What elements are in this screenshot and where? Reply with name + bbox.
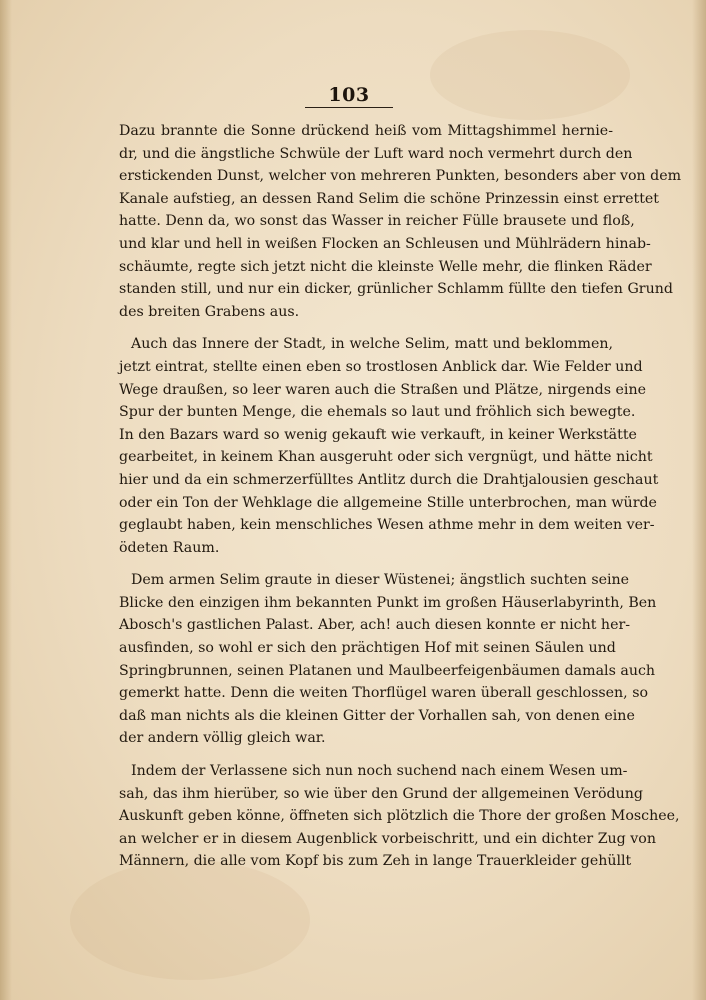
text-line: Männern, die alle vom Kopf bis zum Zeh in lange Trauerkleider gehüllt [119, 853, 632, 870]
text-line: Blicke den einzigen ihm bekannten Punkt im großen Häuserlabyrinth, Ben [119, 594, 657, 611]
text-line: hatte. Denn da, wo sonst das Wasser in reicher Fülle brausete und floß, [119, 213, 635, 230]
text-line: erstickenden Dunst, welcher von mehreren Punkten, besonders aber von dem [119, 168, 682, 185]
text-line: ausfinden, so wohl er sich den prächtigen Hof mit seinen Säulen und [119, 640, 616, 657]
page-number: 103 [328, 84, 370, 106]
text-line: Auch das Innere der Stadt, in welche Selim, matt und beklommen, [131, 336, 613, 353]
paragraph [119, 120, 682, 323]
text-line: Wege draußen, so leer waren auch die Straßen und Plätze, nirgends eine [119, 381, 646, 398]
paper-stain [430, 30, 630, 120]
paragraph-gap [119, 750, 613, 760]
text-line: daß man nichts als die kleinen Gitter der Vorhallen sah, von denen eine [119, 707, 635, 724]
text-line: Auskunft geben könne, öffneten sich plötzlich die Thore der großen Moschee, [119, 808, 680, 825]
text-line: jetzt eintrat, stellte einen eben so trostlosen Anblick dar. Wie Felder und [119, 358, 643, 375]
paragraph [119, 569, 657, 750]
paper-stain [70, 860, 310, 980]
text-line: oder ein Ton der Wehklage die allgemeine Stille unterbrochen, man würde [119, 494, 657, 511]
text-line: Dazu brannte die Sonne drückend heiß vom Mittagshimmel hernie- [119, 123, 613, 139]
text-line: gemerkt hatte. Denn die weiten Thorflügel waren überall geschlossen, so [119, 685, 649, 702]
text-line: an welcher er in diesem Augenblick vorbeischritt, und ein dichter Zug von [119, 830, 656, 847]
text-line: geglaubt haben, kein menschliches Wesen athme mehr in dem weiten ver- [119, 517, 655, 534]
text-line: Abosch's gastlichen Palast. Aber, ach! auch diesen konnte er nicht her- [119, 617, 631, 634]
text-line: der andern völlig gleich war. [119, 730, 326, 747]
text-line: des breiten Grabens aus. [119, 303, 300, 320]
text-line: Spur der bunten Menge, die ehemals so laut und fröhlich sich bewegte. [119, 404, 636, 421]
body-text [119, 120, 682, 873]
header-rule [305, 107, 393, 108]
text-line: Springbrunnen, seinen Platanen und Maulbeerfeigenbäumen damals auch [119, 662, 656, 679]
paragraph-gap [119, 559, 613, 569]
text-line: dr, und die ängstliche Schwüle der Luft ward noch vermehrt durch den [119, 145, 633, 162]
text-line: sah, das ihm hierüber, so wie über den Grund der allgemeinen Verödung [119, 785, 643, 802]
page-edge-left [0, 0, 12, 1000]
text-line: Indem der Verlassene sich nun noch suchend nach einem Wesen um- [131, 763, 628, 780]
page-edge-right [692, 0, 706, 1000]
paragraph [119, 760, 680, 873]
text-line: gearbeitet, in keinem Khan ausgeruht oder sich vergnügt, und hätte nicht [119, 449, 653, 466]
paragraph [119, 333, 659, 559]
text-line: Kanale aufstieg, an dessen Rand Selim die schöne Prinzessin einst errettet [119, 190, 660, 207]
paragraph-gap [119, 323, 613, 333]
text-line: Dem armen Selim graute in dieser Wüstenei; ängstlich suchten seine [131, 572, 630, 589]
text-line: hier und da ein schmerzerfülltes Antlitz durch die Drahtjalousien geschaut [119, 471, 659, 488]
text-line: In den Bazars ward so wenig gekauft wie verkauft, in keiner Werkstätte [119, 426, 637, 443]
text-line: und klar und hell in weißen Flocken an Schleusen und Mühlrädern hinab- [119, 235, 651, 252]
text-line: ödeten Raum. [119, 539, 220, 556]
text-line: schäumte, regte sich jetzt nicht die kleinste Welle mehr, die flinken Räder [119, 258, 652, 275]
text-line: standen still, und nur ein dicker, grünlicher Schlamm füllte den tiefen Grund [119, 281, 673, 298]
